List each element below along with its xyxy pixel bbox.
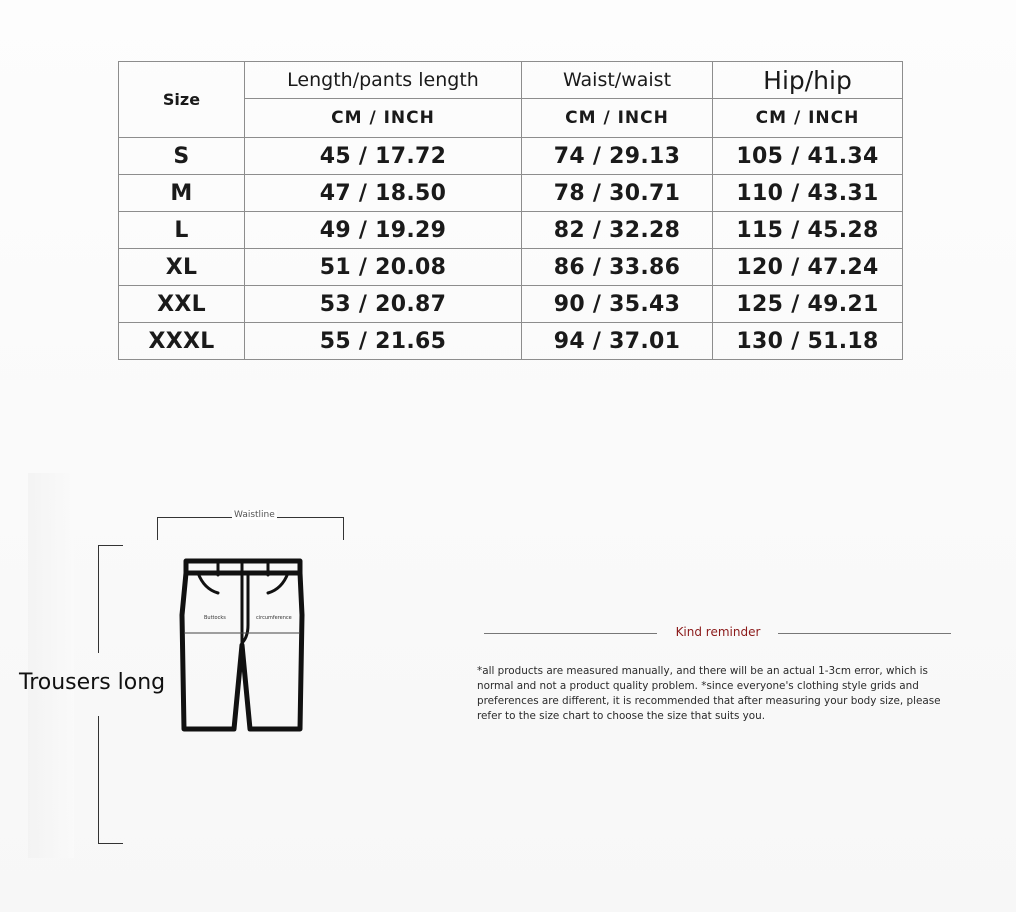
trousers-length-label: Trousers long [19, 670, 166, 695]
size-cell: L [119, 212, 245, 249]
waist-cell: 90 / 35.43 [522, 286, 713, 323]
hip-unit: CM / INCH [713, 99, 903, 138]
waist-cell: 94 / 37.01 [522, 323, 713, 360]
reminder-text: *all products are measured manually, and there will be an actual 1-3cm error, which is normal and not a product quality problem. *since everyone's clothing style grids and preferences are different, it is recommended that after measuring your body size, please refer to the size chart to choose the size that suits you. [477, 665, 941, 722]
hip-cell: 110 / 43.31 [713, 175, 903, 212]
table-row [119, 286, 903, 323]
length-cell: 51 / 20.08 [245, 249, 522, 286]
waist-column-header: Waist/waist [522, 62, 713, 99]
hip-cell: 115 / 45.28 [713, 212, 903, 249]
size-cell: XXL [119, 286, 245, 323]
length-cell: 45 / 17.72 [245, 138, 522, 175]
size-cell: S [119, 138, 245, 175]
size-chart-table [118, 61, 903, 360]
length-cell: 53 / 20.87 [245, 286, 522, 323]
length-unit: CM / INCH [245, 99, 522, 138]
shorts-outline-icon [178, 555, 306, 733]
diagram-background-panel [28, 473, 74, 858]
length-cell: 55 / 21.65 [245, 323, 522, 360]
table-row [119, 138, 903, 175]
waist-unit: CM / INCH [522, 99, 713, 138]
hip-cell: 130 / 51.18 [713, 323, 903, 360]
size-cell: XXXL [119, 323, 245, 360]
hip-cell: 105 / 41.34 [713, 138, 903, 175]
table-row [119, 323, 903, 360]
hip-column-header: Hip/hip [713, 62, 903, 99]
table-header-row [119, 62, 903, 99]
length-bracket-bottom [98, 716, 123, 844]
waistline-bracket [157, 517, 344, 540]
hip-cell: 125 / 49.21 [713, 286, 903, 323]
waist-cell: 86 / 33.86 [522, 249, 713, 286]
reminder-title: Kind reminder [675, 625, 761, 639]
hip-cell: 120 / 47.24 [713, 249, 903, 286]
size-cell: M [119, 175, 245, 212]
waist-cell: 78 / 30.71 [522, 175, 713, 212]
waist-cell: 74 / 29.13 [522, 138, 713, 175]
reminder-divider-right [778, 633, 951, 634]
table-row [119, 212, 903, 249]
circumference-label: circumference [256, 615, 292, 621]
table-row [119, 249, 903, 286]
size-column-header: Size [119, 62, 245, 138]
length-cell: 47 / 18.50 [245, 175, 522, 212]
table-row [119, 175, 903, 212]
length-bracket-top [98, 545, 123, 653]
length-cell: 49 / 19.29 [245, 212, 522, 249]
length-column-header: Length/pants length [245, 62, 522, 99]
waist-cell: 82 / 32.28 [522, 212, 713, 249]
size-cell: XL [119, 249, 245, 286]
waistline-label: Waistline [234, 510, 275, 520]
buttocks-label: Buttocks [204, 615, 226, 621]
reminder-divider-left [484, 633, 657, 634]
